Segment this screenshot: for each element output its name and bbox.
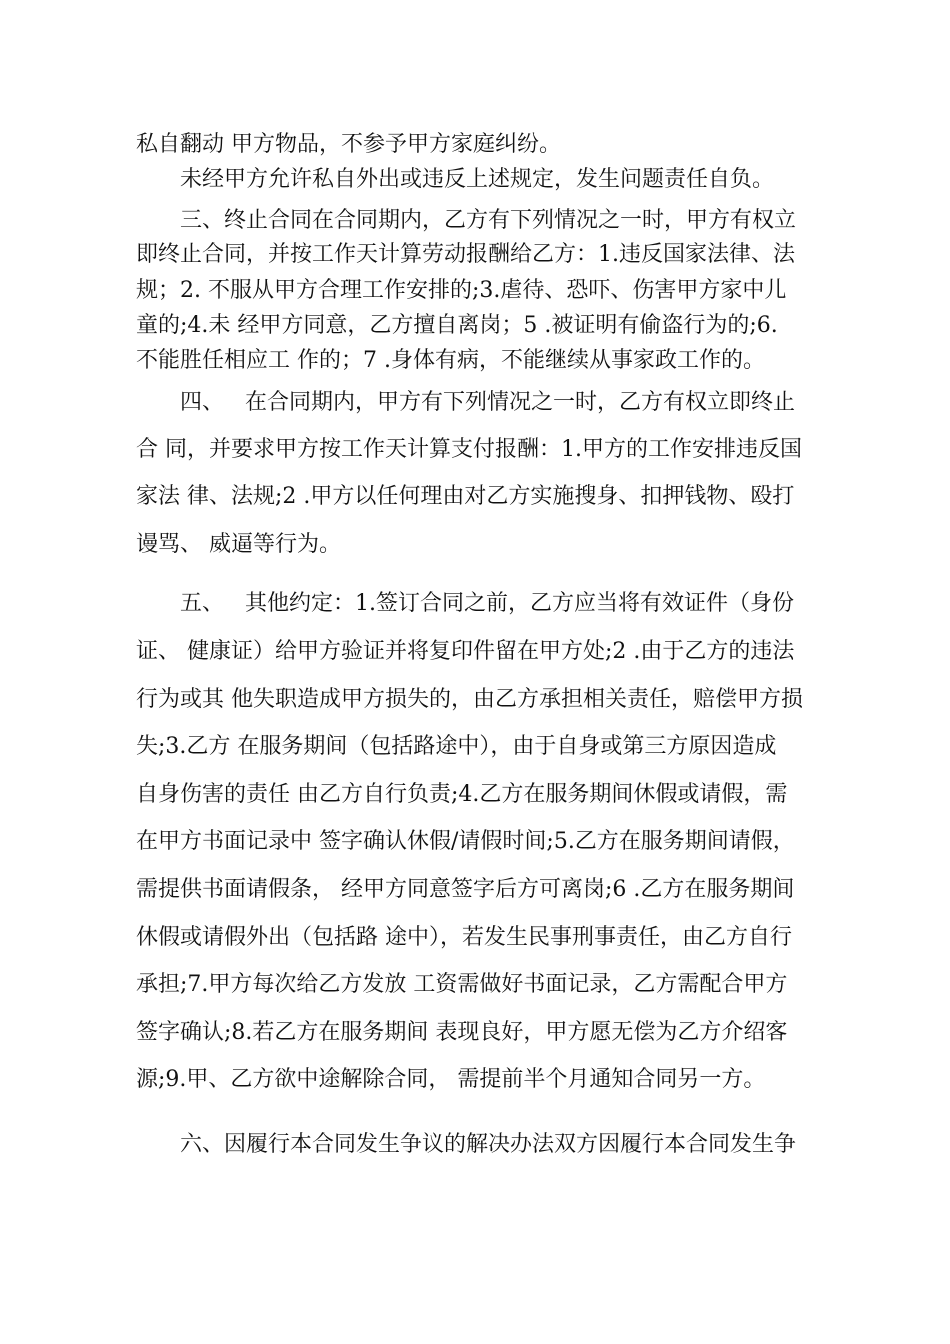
text-line: 五、 其他约定：1.签订合同之前，乙方应当将有效证件（身份 xyxy=(180,591,794,616)
text-line: 童的;4.未 经甲方同意，乙方擅自离岗；5 .被证明有偷盗行为的;6. xyxy=(136,313,778,338)
text-line: 行为或其 他失职造成甲方损失的，由乙方承担相关责任，赔偿甲方损 xyxy=(136,687,803,712)
text-line: 签字确认;8.若乙方在服务期间 表现良好，甲方愿无偿为乙方介绍客 xyxy=(136,1020,788,1045)
text-line: 休假或请假外出（包括路 途中），若发生民事刑事责任，由乙方自行 xyxy=(136,925,792,950)
text-line: 规；2. 不服从甲方合理工作安排的;3.虐待、恐吓、伤害甲方家中儿 xyxy=(136,278,787,303)
text-line: 谩骂、 威逼等行为。 xyxy=(136,532,341,557)
text-line: 源;9.甲、乙方欲中途解除合同， 需提前半个月通知合同另一方。 xyxy=(136,1067,766,1092)
text-line: 即终止合同，并按工作天计算劳动报酬给乙方：1.违反国家法律、法 xyxy=(136,242,795,267)
text-line: 在甲方书面记录中 签字确认休假/请假时间;5.乙方在服务期间请假， xyxy=(136,829,795,854)
text-line: 六、因履行本合同发生争议的解决办法双方因履行本合同发生争 xyxy=(180,1132,797,1157)
text-line: 合 同，并要求甲方按工作天计算支付报酬：1.甲方的工作安排违反国 xyxy=(136,437,802,462)
text-line: 证、 健康证）给甲方验证并将复印件留在甲方处;2 .由于乙方的违法 xyxy=(136,639,795,664)
text-line: 家法 律、法规;2 .甲方以任何理由对乙方实施搜身、扣押钱物、殴打 xyxy=(136,484,795,509)
text-line: 三、终止合同在合同期内，乙方有下列情况之一时，甲方有权立 xyxy=(180,208,797,233)
text-line: 四、 在合同期内，甲方有下列情况之一时，乙方有权立即终止 xyxy=(180,390,795,415)
text-line: 失;3.乙方 在服务期间（包括路途中），由于自身或第三方原因造成 xyxy=(136,734,777,759)
text-line: 需提供书面请假条， 经甲方同意签字后方可离岗;6 .乙方在服务期间 xyxy=(136,877,795,902)
text-line: 承担;7.甲方每次给乙方发放 工资需做好书面记录，乙方需配合甲方 xyxy=(136,972,788,997)
text-line: 不能胜任相应工 作的；7 .身体有病，不能继续从事家政工作的。 xyxy=(136,348,765,373)
text-line: 自身伤害的责任 由乙方自行负责;4.乙方在服务期间休假或请假，需 xyxy=(136,782,788,807)
text-line: 私自翻动 甲方物品，不参予甲方家庭纠纷。 xyxy=(136,132,561,157)
text-line: 未经甲方允许私自外出或违反上述规定，发生问题责任自负。 xyxy=(180,167,775,192)
